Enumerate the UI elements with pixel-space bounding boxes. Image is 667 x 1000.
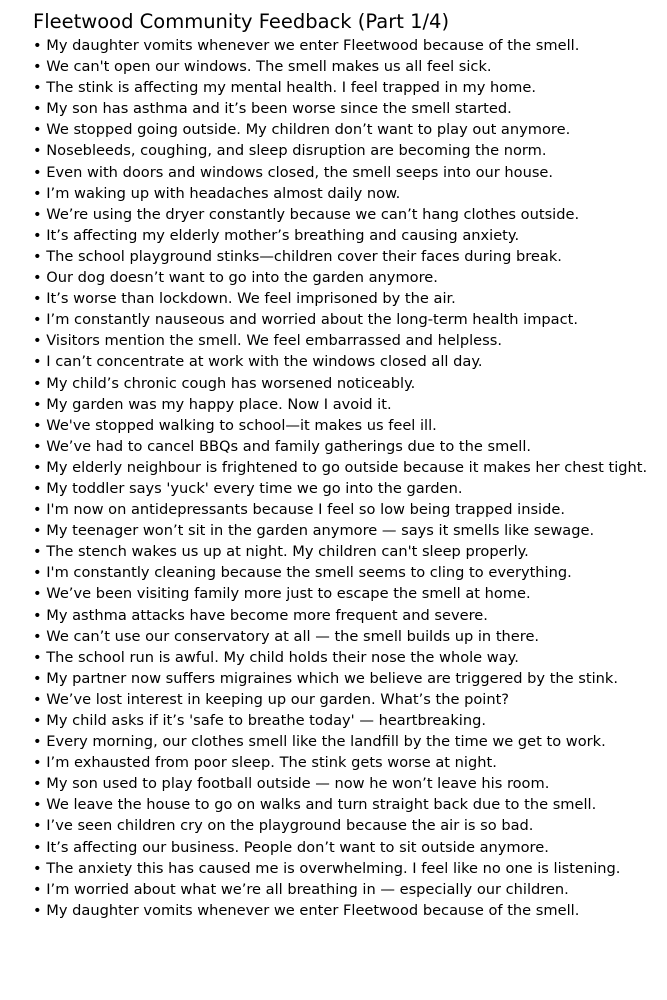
bullet-marker: • — [33, 796, 42, 814]
feedback-item — [33, 415, 663, 436]
bullet-marker: • — [33, 648, 42, 666]
feedback-text: I’m exhausted from poor sleep. The stink gets worse at night. — [46, 754, 497, 772]
document-page — [33, 10, 663, 921]
feedback-item — [33, 373, 663, 394]
feedback-text: We've stopped walking to school—it makes us feel ill. — [46, 416, 437, 434]
bullet-marker: • — [33, 880, 42, 898]
feedback-item — [33, 794, 663, 815]
bullet-marker: • — [33, 163, 42, 181]
feedback-item — [33, 752, 663, 773]
feedback-item — [33, 267, 663, 288]
bullet-marker: • — [33, 522, 42, 540]
feedback-item — [33, 77, 663, 98]
feedback-text: We can’t use our conservatory at all — the smell builds up in there. — [46, 627, 540, 645]
bullet-marker: • — [33, 712, 42, 729]
feedback-text: We stopped going outside. My children don’t want to play out anymore. — [46, 121, 571, 139]
feedback-text: I'm now on antidepressants because I feel so low being trapped inside. — [46, 501, 565, 519]
feedback-text: Visitors mention the smell. We feel embarrassed and helpless. — [46, 332, 503, 350]
feedback-text: The school playground stinks—children cover their faces during break. — [46, 247, 562, 265]
feedback-text: We’ve been visiting family more just to escape the smell at home. — [46, 585, 531, 603]
bullet-marker: • — [33, 501, 42, 519]
feedback-text: The anxiety this has caused me is overwhelming. I feel like no one is listening. — [46, 859, 621, 877]
feedback-text: Nosebleeds, coughing, and sleep disruption are becoming the norm. — [46, 142, 547, 160]
bullet-marker: • — [33, 37, 42, 54]
feedback-text: My son used to play football outside — now he won’t leave his room. — [46, 775, 550, 793]
feedback-text: My toddler says 'yuck' every time we go into the garden. — [46, 479, 463, 497]
bullet-marker: • — [33, 247, 42, 265]
feedback-text: My child’s chronic cough has worsened noticeably. — [46, 374, 416, 392]
bullet-marker: • — [33, 79, 42, 97]
bullet-marker: • — [33, 838, 42, 856]
bullet-marker: • — [33, 374, 42, 392]
feedback-text: It’s affecting my elderly mother’s breathing and causing anxiety. — [46, 226, 520, 244]
feedback-item — [33, 499, 663, 520]
bullet-marker: • — [33, 58, 42, 76]
feedback-text: The stench wakes us up at night. My children can't sleep properly. — [46, 543, 529, 561]
feedback-item — [33, 98, 663, 119]
feedback-item — [33, 330, 663, 351]
feedback-item — [33, 35, 663, 56]
feedback-text: It’s worse than lockdown. We feel imprisoned by the air. — [46, 290, 456, 308]
feedback-item — [33, 605, 663, 626]
bullet-marker: • — [33, 458, 42, 476]
bullet-marker: • — [33, 627, 42, 645]
feedback-text: We’re using the dryer constantly because we can’t hang clothes outside. — [46, 205, 580, 223]
feedback-item — [33, 183, 663, 204]
feedback-text: I’m constantly nauseous and worried about the long-term health impact. — [46, 311, 578, 329]
feedback-text: My daughter vomits whenever we enter Fleetwood because of the smell. — [46, 37, 580, 54]
feedback-item — [33, 394, 663, 415]
bullet-marker: • — [33, 543, 42, 561]
feedback-item — [33, 225, 663, 246]
bullet-marker: • — [33, 585, 42, 603]
feedback-text: The stink is affecting my mental health. I feel trapped in my home. — [46, 79, 536, 97]
feedback-item — [33, 583, 663, 604]
feedback-text: My elderly neighbour is frightened to go outside because it makes her chest tight. — [46, 458, 648, 476]
feedback-item — [33, 204, 663, 225]
feedback-item — [33, 773, 663, 794]
bullet-marker: • — [33, 311, 42, 329]
bullet-marker: • — [33, 416, 42, 434]
feedback-text: Our dog doesn’t want to go into the garden anymore. — [46, 269, 438, 287]
feedback-text: My partner now suffers migraines which we believe are triggered by the stink. — [46, 669, 619, 687]
feedback-item — [33, 457, 663, 478]
feedback-item — [33, 837, 663, 858]
bullet-marker: • — [33, 669, 42, 687]
feedback-item — [33, 140, 663, 161]
feedback-item — [33, 436, 663, 457]
feedback-text: My son has asthma and it’s been worse since the smell started. — [46, 100, 512, 118]
feedback-item — [33, 309, 663, 330]
bullet-marker: • — [33, 754, 42, 772]
feedback-list — [33, 35, 663, 921]
feedback-item — [33, 246, 663, 267]
bullet-marker: • — [33, 226, 42, 244]
bullet-marker: • — [33, 859, 42, 877]
feedback-item — [33, 562, 663, 583]
feedback-text: Even with doors and windows closed, the smell seeps into our house. — [46, 163, 554, 181]
feedback-item — [33, 731, 663, 752]
bullet-marker: • — [33, 100, 42, 118]
feedback-text: We’ve lost interest in keeping up our garden. What’s the point? — [46, 690, 510, 708]
bullet-marker: • — [33, 121, 42, 139]
feedback-text: The school run is awful. My child holds their nose the whole way. — [46, 648, 519, 666]
feedback-text: I can’t concentrate at work with the windows closed all day. — [46, 353, 483, 371]
bullet-marker: • — [33, 479, 42, 497]
feedback-item — [33, 56, 663, 77]
bullet-marker: • — [33, 775, 42, 793]
feedback-text: We’ve had to cancel BBQs and family gatherings due to the smell. — [46, 437, 532, 455]
feedback-item — [33, 668, 663, 689]
feedback-text: My teenager won’t sit in the garden anymore — says it smells like sewage. — [46, 522, 595, 540]
bullet-marker: • — [33, 817, 42, 835]
feedback-text: I’m waking up with headaches almost daily now. — [46, 184, 401, 202]
feedback-item — [33, 815, 663, 836]
feedback-item — [33, 162, 663, 183]
feedback-item — [33, 647, 663, 668]
feedback-text: My garden was my happy place. Now I avoid it. — [46, 395, 392, 413]
feedback-item — [33, 541, 663, 562]
bullet-marker: • — [33, 290, 42, 308]
feedback-text: We can't open our windows. The smell makes us all feel sick. — [46, 58, 492, 76]
feedback-item — [33, 520, 663, 541]
feedback-item — [33, 710, 663, 731]
feedback-item — [33, 879, 663, 900]
bullet-marker: • — [33, 564, 42, 582]
feedback-text: We leave the house to go on walks and turn straight back due to the smell. — [46, 796, 597, 814]
feedback-text: I’m worried about what we’re all breathing in — especially our children. — [46, 880, 569, 898]
bullet-marker: • — [33, 269, 42, 287]
feedback-item — [33, 689, 663, 710]
feedback-text: It’s affecting our business. People don’t want to sit outside anymore. — [46, 838, 549, 856]
bullet-marker: • — [33, 395, 42, 413]
feedback-text: I'm constantly cleaning because the smell seems to cling to everything. — [46, 564, 572, 582]
feedback-item — [33, 351, 663, 372]
bullet-marker: • — [33, 184, 42, 202]
feedback-item — [33, 288, 663, 309]
bullet-marker: • — [33, 205, 42, 223]
feedback-text: Every morning, our clothes smell like the landfill by the time we get to work. — [46, 733, 606, 751]
feedback-text: I’ve seen children cry on the playground because the air is so bad. — [46, 817, 534, 835]
feedback-item — [33, 626, 663, 647]
feedback-text: My asthma attacks have become more frequent and severe. — [46, 606, 488, 624]
bullet-marker: • — [33, 353, 42, 371]
bullet-marker: • — [33, 332, 42, 350]
bullet-marker: • — [33, 690, 42, 708]
bullet-marker: • — [33, 901, 42, 919]
feedback-item — [33, 858, 663, 879]
feedback-item — [33, 478, 663, 499]
bullet-marker: • — [33, 437, 42, 455]
document-title: Fleetwood Community Feedback (Part 1/4) — [33, 10, 450, 33]
bullet-marker: • — [33, 142, 42, 160]
feedback-item — [33, 900, 663, 921]
bullet-marker: • — [33, 606, 42, 624]
feedback-item — [33, 119, 663, 140]
feedback-text: My child asks if it’s 'safe to breathe today' — heartbreaking. — [46, 712, 486, 729]
feedback-text: My daughter vomits whenever we enter Fleetwood because of the smell. — [46, 901, 580, 919]
bullet-marker: • — [33, 733, 42, 751]
